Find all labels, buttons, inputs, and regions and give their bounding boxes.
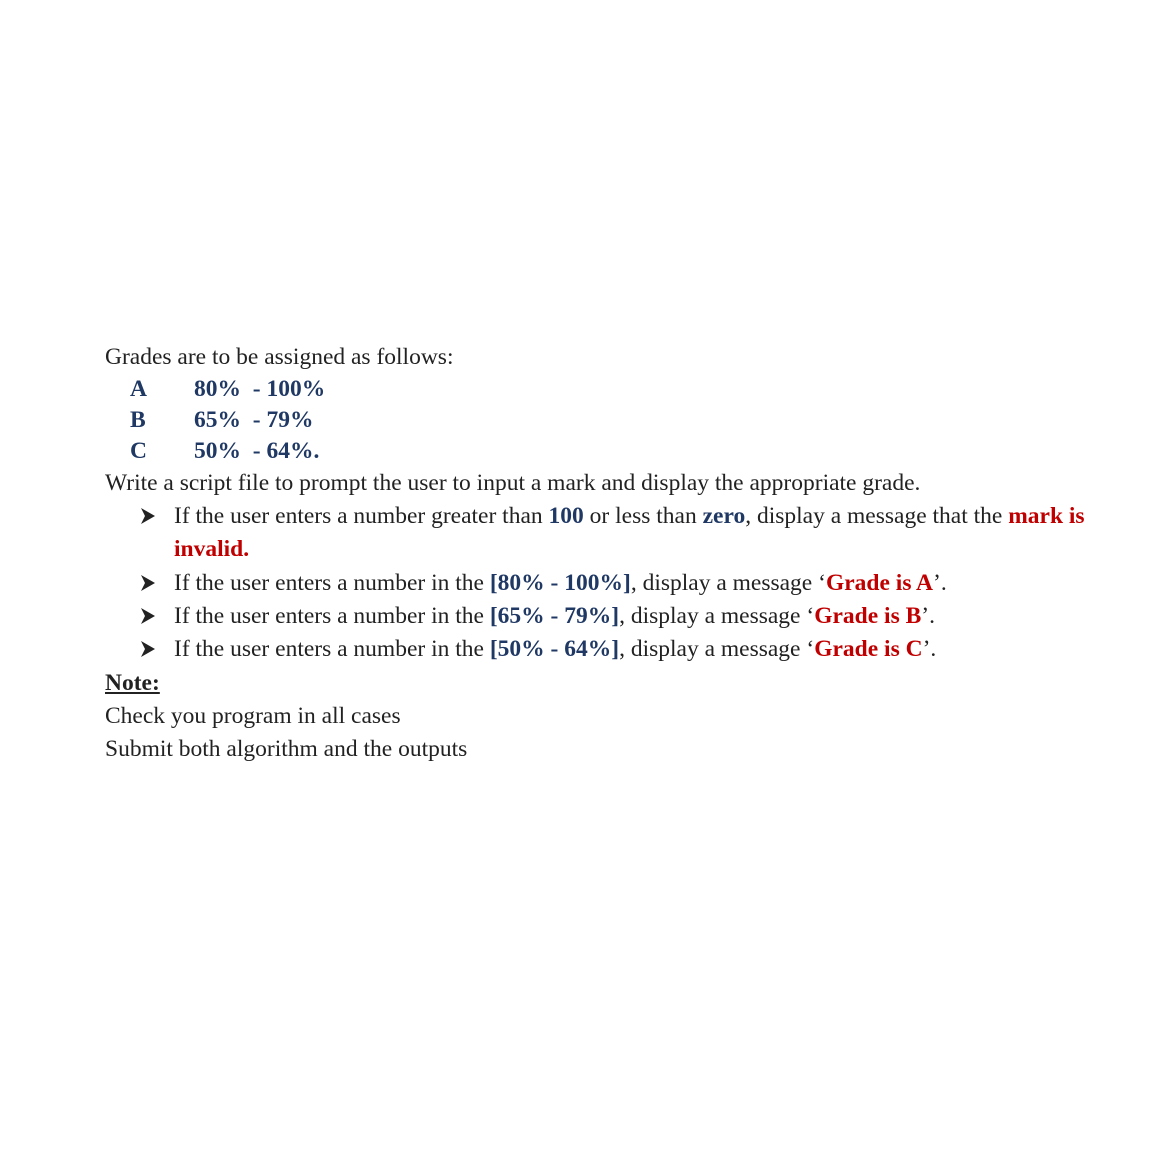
task-text: Write a script file to prompt the user to input a mark and display the appropriate grade.	[105, 470, 921, 496]
arrowhead-bullet-icon	[140, 607, 156, 625]
requirements-list	[105, 500, 1135, 666]
list-item	[105, 600, 1135, 633]
grade-letter: B	[130, 407, 146, 433]
bullet-text: or less than	[583, 503, 703, 529]
bullet-text: , display a message ‘	[619, 636, 815, 662]
arrowhead-bullet-icon	[140, 507, 156, 525]
note-line: Submit both algorithm and the outputs	[105, 736, 468, 762]
grade-range: 65% - 79%	[194, 407, 314, 433]
document-body	[105, 341, 1135, 766]
grade-range: 50% - 64%.	[194, 438, 320, 464]
grade-range: 80% - 100%	[194, 376, 326, 402]
grade-letter: C	[130, 438, 147, 464]
grade-table	[105, 374, 1135, 467]
note-line: Check you program in all cases	[105, 703, 401, 729]
highlight-value: 100	[548, 503, 584, 529]
message-text: Grade is A	[825, 570, 934, 596]
range-text: [50% - 64%]	[489, 636, 620, 662]
list-item	[105, 500, 1135, 566]
note-heading: Note:	[105, 670, 160, 696]
range-text: [65% - 79%]	[489, 603, 620, 629]
grade-row-a	[105, 374, 1135, 405]
arrowhead-bullet-icon	[140, 640, 156, 658]
grade-row-b	[105, 405, 1135, 436]
bullet-text: , display a message ‘	[630, 570, 826, 596]
message-text: mark is invalid.	[174, 503, 1085, 562]
list-item	[105, 567, 1135, 600]
bullet-text: , display a message that the	[745, 503, 1009, 529]
bullet-text: If the user enters a number in the	[174, 570, 490, 596]
message-text: Grade is C	[814, 636, 923, 662]
grade-letter: A	[130, 376, 147, 402]
message-text: Grade is B	[814, 603, 922, 629]
grade-row-c	[105, 436, 1135, 467]
list-item	[105, 633, 1135, 666]
intro-text: Grades are to be assigned as follows:	[105, 344, 454, 370]
arrowhead-bullet-icon	[140, 574, 156, 592]
bullet-text: ’.	[933, 570, 947, 596]
bullet-text: If the user enters a number in the	[174, 603, 490, 629]
bullet-text: If the user enters a number greater than	[174, 503, 549, 529]
range-text: [80% - 100%]	[489, 570, 631, 596]
bullet-text: If the user enters a number in the	[174, 636, 490, 662]
bullet-text: , display a message ‘	[619, 603, 815, 629]
highlight-value: zero	[702, 503, 746, 529]
bullet-text: ’.	[921, 603, 935, 629]
bullet-text: ’.	[922, 636, 937, 662]
